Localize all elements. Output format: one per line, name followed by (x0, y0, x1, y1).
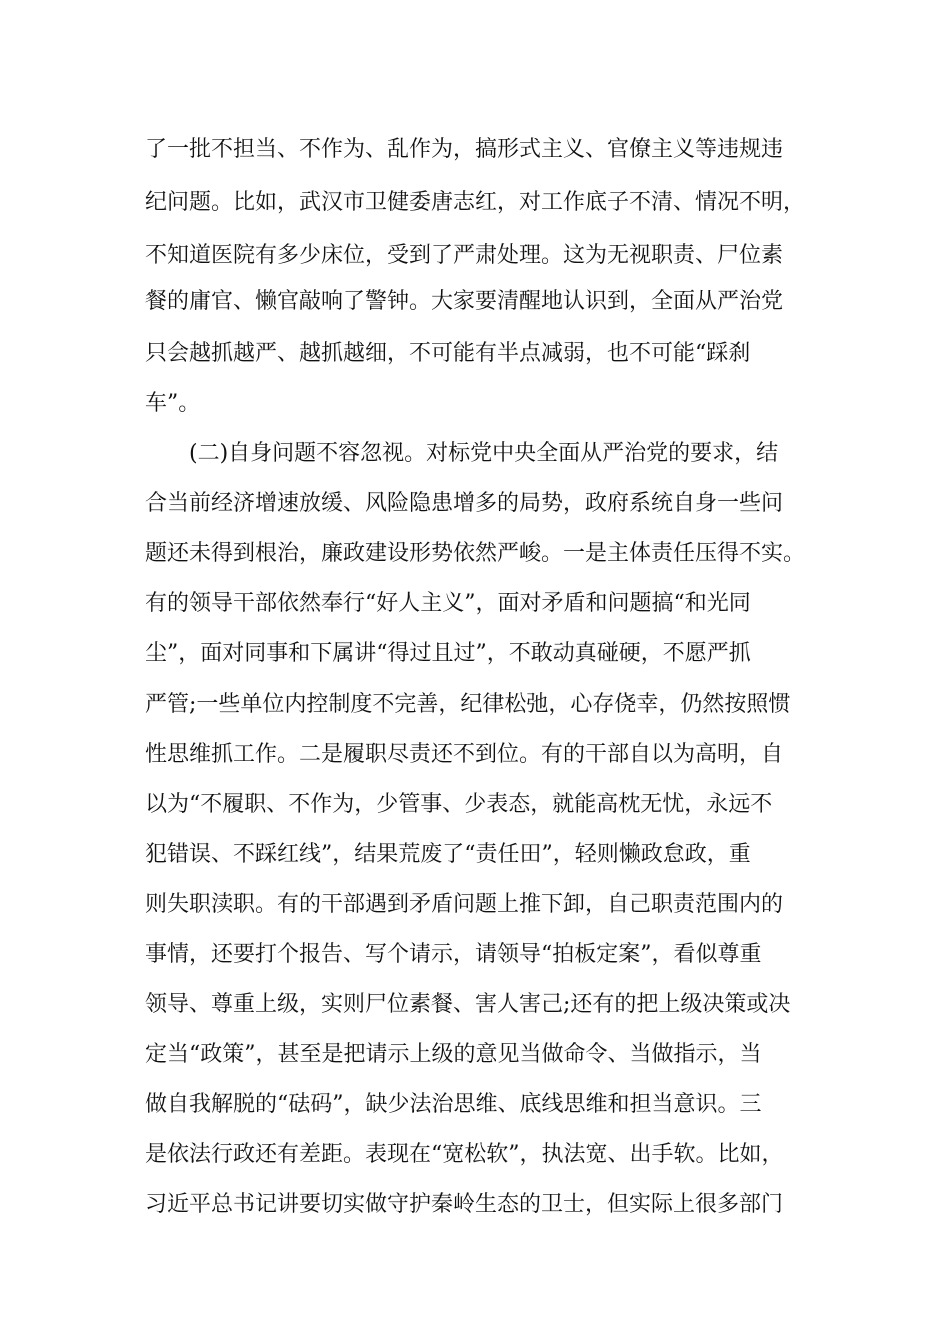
text-line: 性思维抓工作。二是履职尽责还不到位。有的干部自以为高明，自 (145, 742, 784, 767)
text-line: 餐的庸官、懒官敲响了警钟。大家要清醒地认识到，全面从严治党 (145, 289, 784, 314)
text-line: 犯错误、不踩红线”，结果荒废了“责任田”，轻则懒政怠政，重 (145, 842, 751, 867)
text-line: 则失职渎职。有的干部遇到矛盾问题上推下卸，自己职责范围内的 (145, 892, 784, 917)
text-line: 了一批不担当、不作为、乱作为，搞形式主义、官僚主义等违规违 (145, 137, 784, 162)
text-line: 有的领导干部依然奉行“好人主义”，面对矛盾和问题搞“和光同 (145, 591, 751, 616)
text-line: 尘”，面对同事和下属讲“得过且过”，不敢动真碰硬，不愿严抓 (145, 641, 751, 666)
text-line: 纪问题。比如，武汉市卫健委唐志红，对工作底子不清、情况不明， (145, 190, 805, 215)
text-line: 合当前经济增速放缓、风险隐患增多的局势，政府系统自身一些问 (145, 491, 784, 516)
text-line: 以为“不履职、不作为，少管事、少表态，就能高枕无忧，永远不 (145, 792, 773, 817)
paragraph-first-line: (二)自身问题不容忽视。对标党中央全面从严治党的要求，结 (189, 441, 779, 466)
text-line: 不知道医院有多少床位，受到了严肃处理。这为无视职责、尸位素 (145, 243, 784, 268)
text-line: 习近平总书记讲要切实做守护秦岭生态的卫士，但实际上很多部门 (145, 1192, 784, 1217)
text-line: 做自我解脱的“砝码”，缺少法治思维、底线思维和担当意识。三 (145, 1092, 762, 1117)
text-line: 只会越抓越严、越抓越细，不可能有半点减弱，也不可能“踩刹 (145, 341, 751, 366)
text-line: 是依法行政还有差距。表现在“宽松软”，执法宽、出手软。比如， (145, 1142, 784, 1167)
text-line: 定当“政策”，甚至是把请示上级的意见当做命令、当做指示，当 (145, 1042, 762, 1067)
text-line: 领导、尊重上级，实则尸位素餐、害人害己;还有的把上级决策或决 (145, 992, 791, 1017)
text-line: 事情，还要打个报告、写个请示，请领导“拍板定案”，看似尊重 (145, 942, 762, 967)
text-line: 车”。 (145, 391, 201, 416)
text-line: 严管;一些单位内控制度不完善，纪律松弛，心存侥幸，仍然按照惯 (145, 692, 791, 717)
text-line: 题还未得到根治，廉政建设形势依然严峻。一是主体责任压得不实。 (145, 541, 805, 566)
